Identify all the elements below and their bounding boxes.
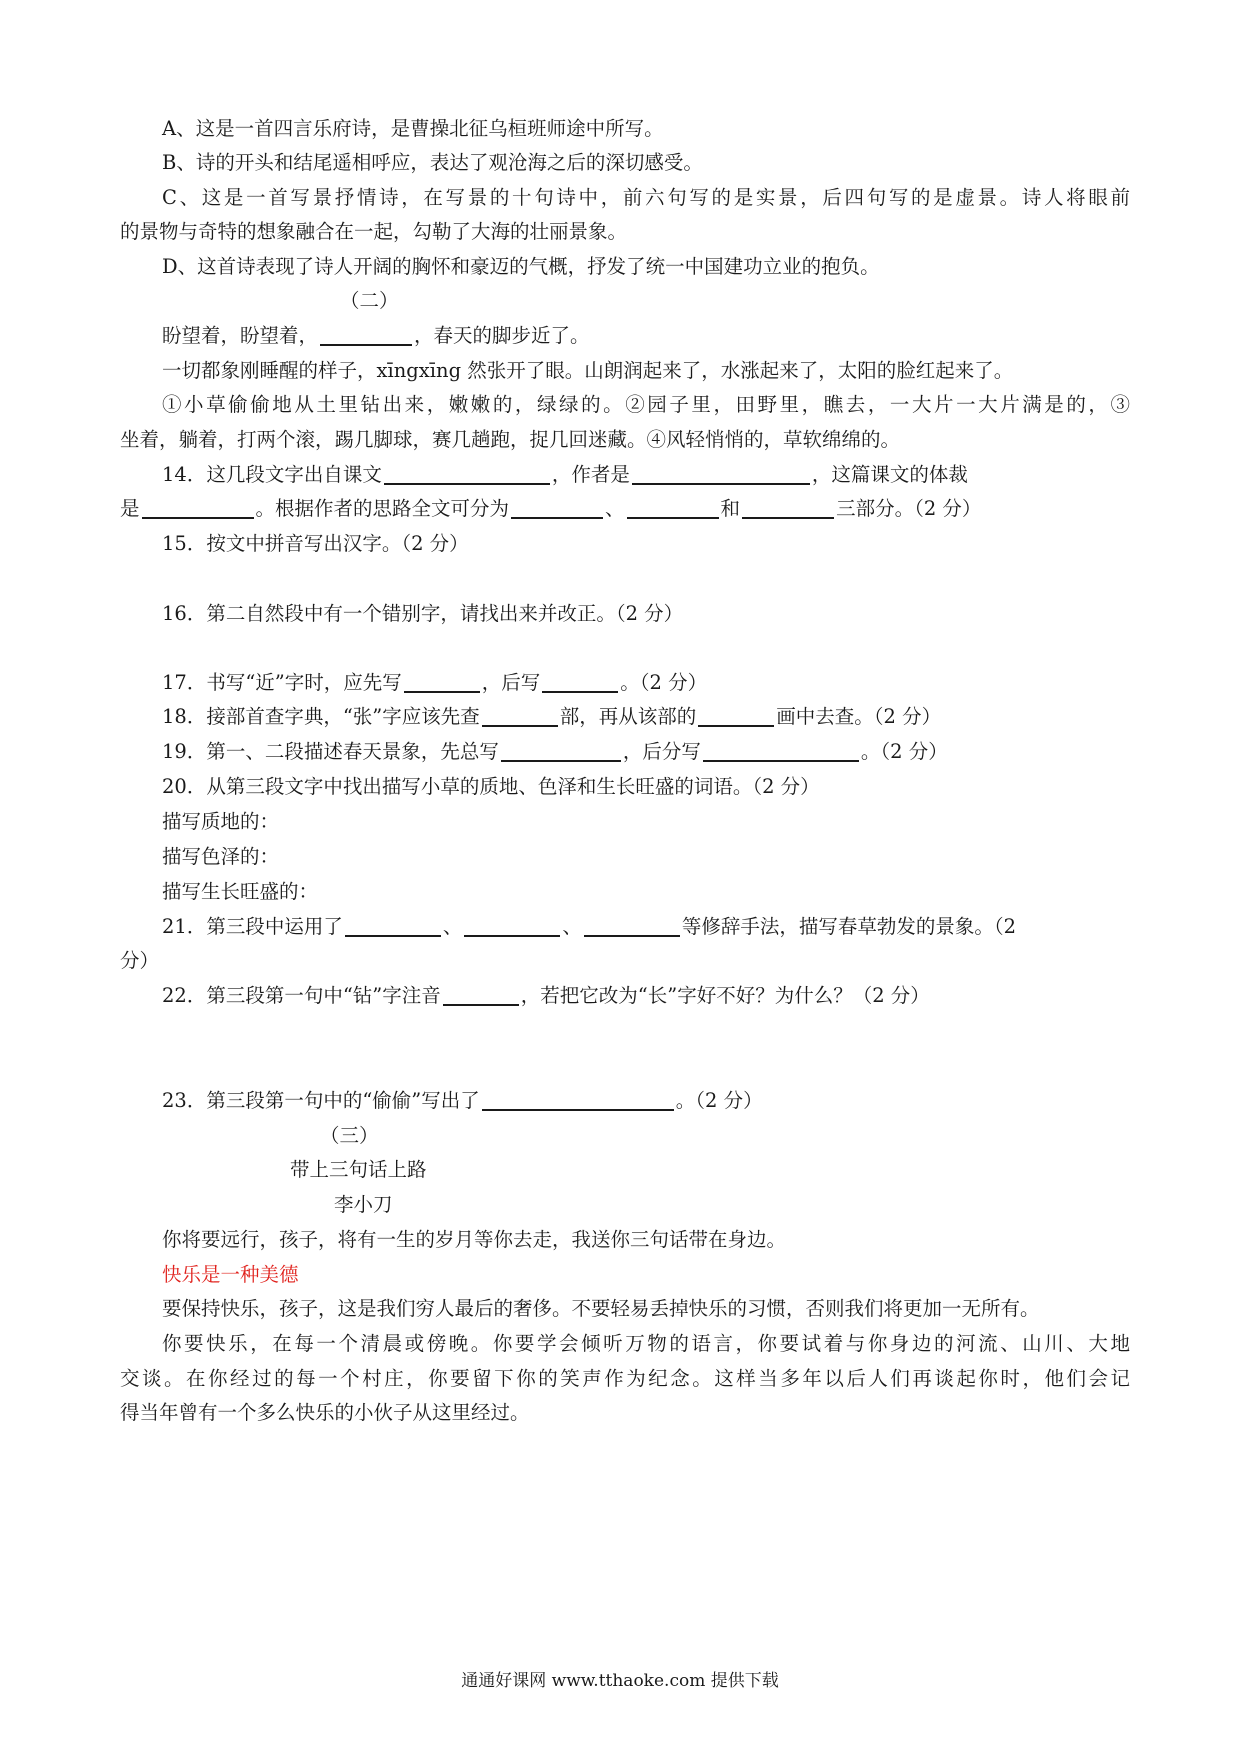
essay-title: 带上三句话上路 [290, 1158, 427, 1181]
question-16: 16．第二自然段中有一个错别字，请找出来并改正。（2 分） [162, 602, 684, 625]
text: ，这篇课文的体裁 [811, 463, 968, 486]
option-c-line1: C、这是一首写景抒情诗，在写景的十句诗中，前六句写的是实景，后四句写的是虚景。诗人将眼前 [162, 186, 1130, 209]
text: 部，再从该部的 [559, 705, 697, 728]
answer-blank[interactable] [384, 461, 550, 485]
text: 盼望着，盼望着， [162, 324, 319, 347]
question-21-line1 [162, 912, 1130, 942]
answer-blank[interactable] [511, 495, 603, 519]
question-20-color-label: 描写色泽的： [162, 845, 280, 868]
answer-blank[interactable] [404, 669, 480, 693]
question-14-line2 [120, 494, 1130, 524]
text: 。（2 分） [620, 671, 708, 694]
essay-paragraph-2-line1: 你要快乐，在每一个清晨或傍晚。你要学会倾听万物的语言，你要试着与你身边的河流、山川、大地 [162, 1332, 1130, 1355]
text: ，后写 [481, 671, 541, 694]
page-footer: 通通好课网 www.tthaoke.com 提供下载 [461, 1671, 779, 1691]
option-b: B、诗的开头和结尾遥相呼应，表达了观沧海之后的深切感受。 [162, 151, 703, 174]
text: 、 [442, 915, 463, 938]
question-20: 20．从第三段文字中找出描写小草的质地、色泽和生长旺盛的词语。（2 分） [162, 775, 820, 798]
answer-blank[interactable] [482, 703, 558, 727]
answer-blank[interactable] [584, 913, 680, 937]
text: 23．第三段第一句中的“偷偷”写出了 [162, 1089, 480, 1112]
essay-intro: 你将要远行，孩子，将有一生的岁月等你去走，我送你三句话带在身边。 [162, 1228, 787, 1251]
question-23 [162, 1086, 1130, 1116]
answer-blank[interactable] [142, 495, 254, 519]
essay-author: 李小刀 [334, 1193, 393, 1216]
section-heading-2: （二） [340, 289, 399, 312]
text: 是 [120, 497, 140, 520]
option-a: A、这是一首四言乐府诗，是曹操北征乌桓班师途中所写。 [162, 117, 664, 140]
answer-blank[interactable] [742, 495, 834, 519]
answer-blank[interactable] [320, 322, 412, 346]
essay-paragraph-2-line2: 交谈。在你经过的每一个村庄，你要留下你的笑声作为纪念。这样当多年以后人们再谈起你时，他们会记 [120, 1367, 1130, 1390]
text: ，作者是 [551, 463, 630, 486]
text: 17．书写“近”字时，应先写 [162, 671, 402, 694]
question-20-texture-label: 描写质地的： [162, 810, 280, 833]
essay-paragraph-2-line3: 得当年曾有一个多么快乐的小伙子从这里经过。 [120, 1401, 530, 1424]
answer-blank[interactable] [703, 738, 859, 762]
text: 。（2 分） [860, 740, 948, 763]
answer-blank[interactable] [443, 982, 519, 1006]
text: 、 [562, 915, 582, 938]
text: 18．接部首查字典，“张”字应该先查 [162, 705, 480, 728]
text: ，若把它改为“长”字好不好？为什么？（2 分） [520, 984, 930, 1007]
answer-blank[interactable] [464, 913, 560, 937]
answer-blank[interactable] [482, 1087, 674, 1111]
text: 和 [720, 497, 741, 520]
text: 三部分。（2 分） [836, 497, 982, 520]
option-d: D、这首诗表现了诗人开阔的胸怀和豪迈的气概，抒发了统一中国建功立业的抱负。 [162, 255, 880, 278]
question-15: 15．按文中拼音写出汉字。（2 分） [162, 532, 469, 555]
text: 14．这几段文字出自课文 [162, 463, 382, 486]
answer-blank[interactable] [627, 495, 719, 519]
text: 。（2 分） [675, 1089, 763, 1112]
question-19 [162, 737, 1130, 767]
answer-blank[interactable] [698, 703, 774, 727]
text: 22．第三段第一句中“钻”字注音 [162, 984, 441, 1007]
text: ，春天的脚步近了。 [414, 324, 590, 347]
question-21-line2: 分） [120, 949, 160, 972]
question-22 [162, 981, 1130, 1011]
passage-paragraph-1 [162, 321, 1130, 351]
passage-paragraph-3-line1: ①小草偷偷地从土里钻出来，嫩嫩的，绿绿的。②园子里，田野里，瞧去，一大片一大片满是的，③ [162, 393, 1130, 416]
text: 、 [605, 497, 625, 520]
passage-paragraph-3-line2: 坐着，躺着，打两个滚，踢几脚球，赛几趟跑，捉几回迷藏。④风轻悄悄的，草软绵绵的。 [120, 428, 901, 451]
text: ，后分写 [622, 740, 701, 763]
question-17 [162, 668, 1130, 698]
answer-blank[interactable] [632, 461, 810, 485]
text: 等修辞手法，描写春草勃发的景象。（2 [681, 915, 1017, 938]
option-c-line2: 的景物与奇特的想象融合在一起，勾勒了大海的壮丽景象。 [120, 220, 628, 243]
text: 19．第一、二段描述春天景象，先总写 [162, 740, 499, 763]
answer-blank[interactable] [542, 669, 618, 693]
question-20-growth-label: 描写生长旺盛的： [162, 880, 319, 903]
text: 画中去查。（2 分） [776, 705, 942, 728]
section-heading-3: （三） [320, 1124, 379, 1147]
text: 。根据作者的思路全文可分为 [255, 497, 510, 520]
question-14-line1 [162, 460, 1130, 490]
question-18 [162, 702, 1130, 732]
essay-subheading: 快乐是一种美德 [162, 1263, 299, 1286]
text: 21．第三段中运用了 [162, 915, 343, 938]
answer-blank[interactable] [501, 738, 621, 762]
essay-paragraph-1: 要保持快乐，孩子，这是我们穷人最后的奢侈。不要轻易丢掉快乐的习惯，否则我们将更加一无所有。 [162, 1297, 1040, 1320]
passage-paragraph-2: 一切都象刚睡醒的样子，xīngxīng 然张开了眼。山朗润起来了，水涨起来了，太阳的脸红起来了。 [162, 359, 1014, 382]
answer-blank[interactable] [345, 913, 441, 937]
